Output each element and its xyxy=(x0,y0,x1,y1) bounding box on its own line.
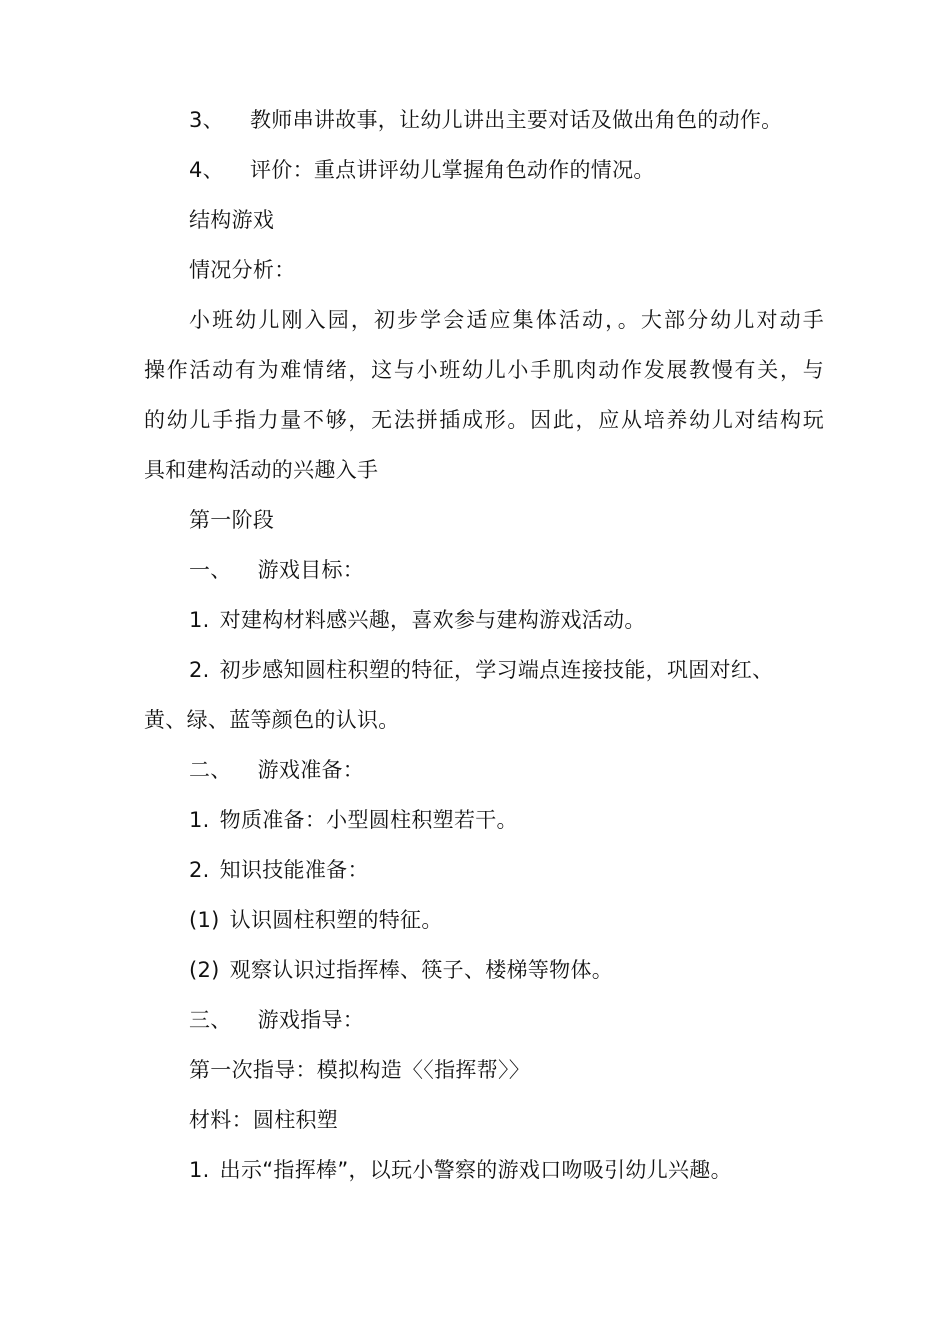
list-text: 出示“指挥棒”，以玩小警察的游戏口吻吸引幼儿兴趣。 xyxy=(219,1158,732,1182)
first-guidance: 第一次指导：模拟构造〈〈指挥帮〉〉 xyxy=(189,1058,531,1082)
list-text: 评价：重点讲评幼儿掌握角色动作的情况。 xyxy=(249,158,655,182)
section-game-preparation xyxy=(144,745,824,795)
list-text: 观察认识过指挥棒、筷子、楼梯等物体。 xyxy=(229,958,614,982)
materials: 材料：圆柱积塑 xyxy=(189,1108,339,1132)
paragraph-step-3 xyxy=(144,95,824,145)
list-number: 2. xyxy=(189,858,210,882)
list-text: 认识圆柱积塑的特征。 xyxy=(229,908,443,932)
prep-item-2 xyxy=(144,845,824,895)
guidance-item-1 xyxy=(144,1145,824,1195)
prep-subitem-1 xyxy=(144,895,824,945)
document-body xyxy=(144,95,824,1195)
prep-item-1 xyxy=(144,795,824,845)
list-number: (1) xyxy=(189,908,220,932)
list-text: 教师串讲故事，让幼儿讲出主要对话及做出角色的动作。 xyxy=(249,108,783,132)
list-number: 2. xyxy=(189,658,210,682)
paragraph-step-4 xyxy=(144,145,824,195)
list-number: 1. xyxy=(189,608,210,632)
section-title: 游戏准备： xyxy=(257,758,365,782)
analysis-line-4: 具和建构活动的兴趣入手 xyxy=(144,458,379,482)
goal-item-2 xyxy=(144,645,824,695)
heading-structure-game: 结构游戏 xyxy=(189,208,275,232)
list-number: 3、 xyxy=(189,108,224,132)
analysis-line-2: 操作活动有为难情绪，这与小班幼儿小手肌肉动作发展教慢有关，与 xyxy=(144,358,824,382)
analysis-line-1: 小班幼儿刚入园，初步学会适应集体活动，。大部分幼儿对动手 xyxy=(189,308,824,332)
goal-item-1 xyxy=(144,595,824,645)
analysis-line-3: 的幼儿手指力量不够，无法拼插成形。因此，应从培养幼儿对结构玩 xyxy=(144,408,824,432)
section-number: 一、 xyxy=(189,558,232,582)
list-text: 物质准备：小型圆柱积塑若干。 xyxy=(219,808,518,832)
heading-situation-analysis: 情况分析： xyxy=(189,258,296,282)
section-number: 三、 xyxy=(189,1008,232,1032)
list-number: 1. xyxy=(189,808,210,832)
section-number: 二、 xyxy=(189,758,232,782)
list-text: 知识技能准备： xyxy=(219,858,369,882)
prep-subitem-2 xyxy=(144,945,824,995)
list-text: 对建构材料感兴趣，喜欢参与建构游戏活动。 xyxy=(219,608,646,632)
list-number: 1. xyxy=(189,1158,210,1182)
section-game-goals xyxy=(144,545,824,595)
list-text: 初步感知圆柱积塑的特征，学习端点连接技能，巩固对红、 xyxy=(219,658,774,682)
heading-stage-1: 第一阶段 xyxy=(189,508,275,532)
section-title: 游戏目标： xyxy=(257,558,365,582)
list-number: 4、 xyxy=(189,158,224,182)
section-title: 游戏指导： xyxy=(257,1008,365,1032)
goal-item-2-continued: 黄、绿、蓝等颜色的认识。 xyxy=(144,708,400,732)
list-number: (2) xyxy=(189,958,220,982)
section-game-guidance xyxy=(144,995,824,1045)
